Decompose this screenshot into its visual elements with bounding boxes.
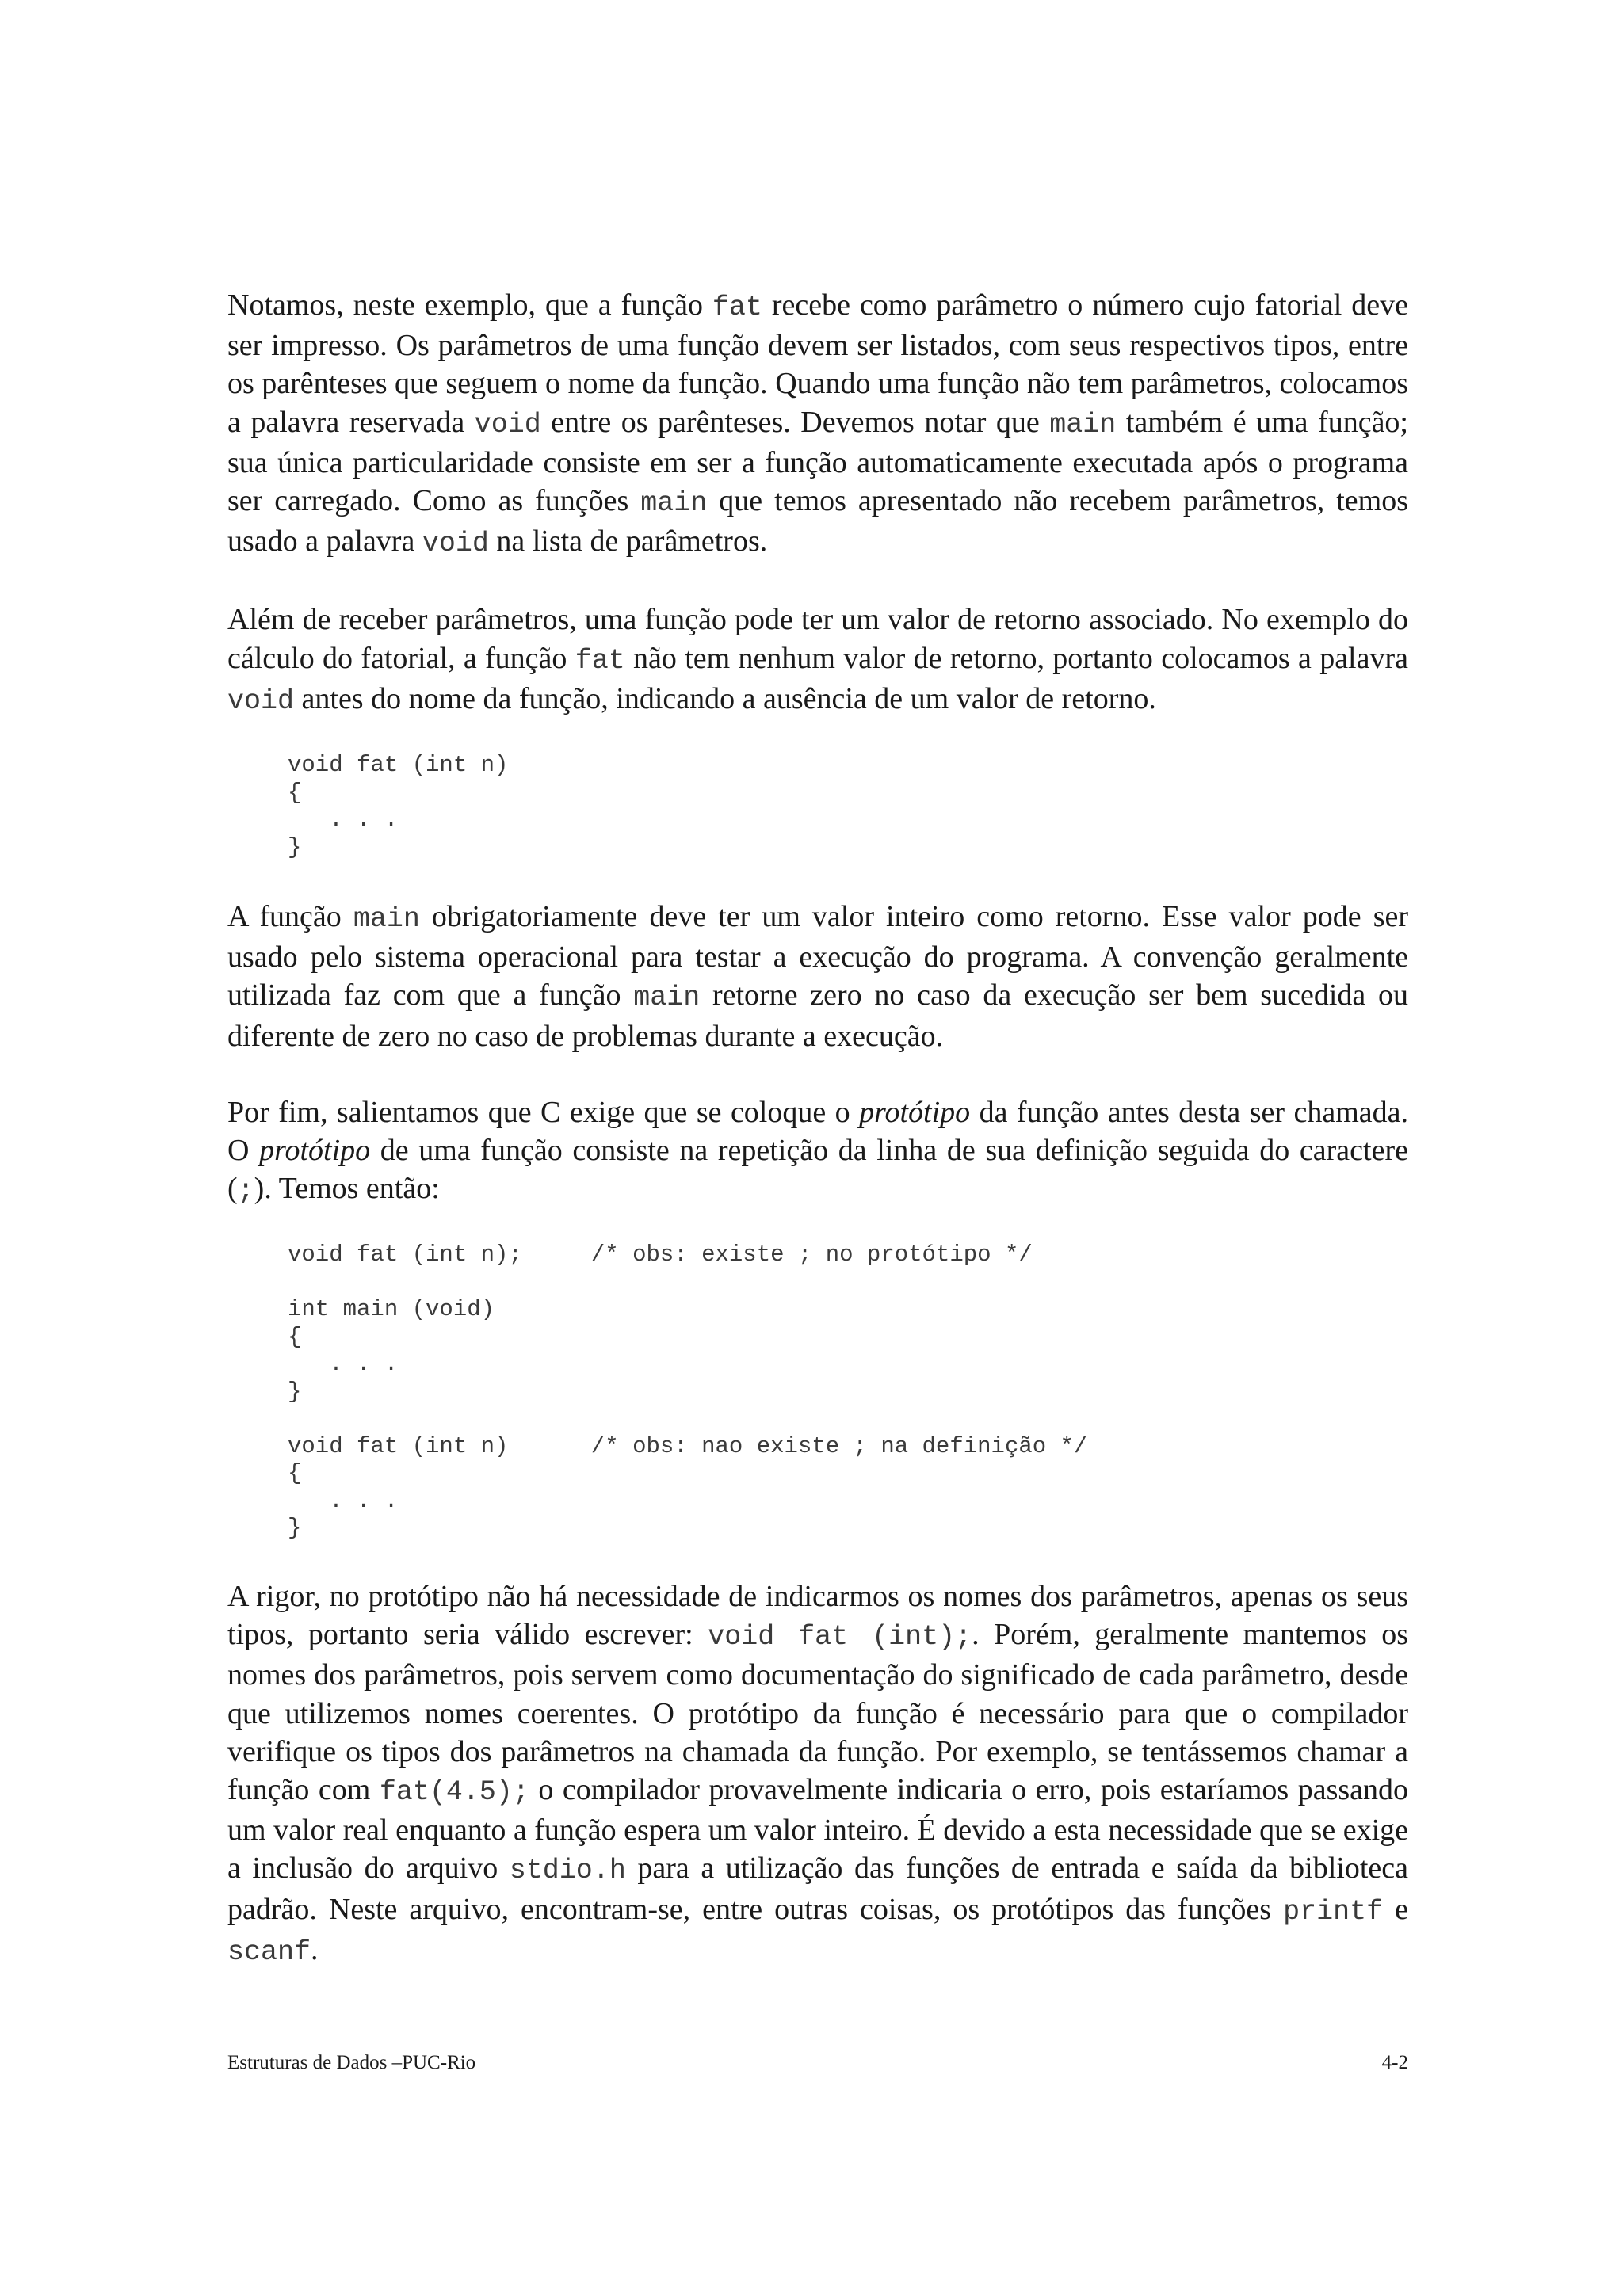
paragraph-4 [227,1093,1408,1211]
inline-code: main [640,487,708,520]
text-span: Por fim, salientamos que C exige que se coloque o [227,1095,860,1129]
text-span: A função [227,900,353,934]
inline-code: main [353,903,420,936]
text-span: entre os parênteses. Devemos notar que [540,405,1050,439]
text-span: não tem nenhum valor de retorno, portanto colocamos a palavra [624,641,1409,675]
inline-code: scanf [227,1936,311,1968]
emphasis-text: protótipo [259,1134,371,1168]
paragraph-1 [227,286,1408,563]
text-span: Notamos, neste exemplo, que a função [227,288,712,322]
code-block-1: void fat (int n) { . . . } [288,752,509,860]
text-span: que temos apresentado não recebem parâmetros, temos usado a palavra [227,484,1408,559]
inline-code: fat(4.5); [379,1775,529,1808]
inline-code: main [1049,408,1117,441]
text-span: e [1383,1892,1408,1926]
inline-code: fat [712,292,762,323]
inline-code: printf [1283,1895,1384,1928]
inline-code: void [227,685,295,717]
paragraph-gap [227,861,1408,898]
inline-code: void fat (int); [708,1621,972,1653]
paragraph-5 [227,1577,1408,1971]
text-span: . [311,1932,319,1966]
text-span: também é uma função; sua única particularidade consiste em ser a função automaticamente executada após o programa ser carregado. Como as funções [227,405,1408,518]
paragraph-gap [227,720,1408,752]
paragraph-2 [227,601,1408,720]
text-span: ). Temos então: [254,1172,440,1206]
inline-code: void [422,528,489,560]
text-span: Além de receber parâmetros, uma função pode ter um valor de retorno associado. No exemplo do cálculo do fatorial, a função [227,603,1408,675]
code-block-2: void fat (int n); /* obs: existe ; no protótipo */ int main (void) { . . . } void fat (int n) /* obs: nao existe ; na definição */ { . . . } [288,1241,1088,1542]
paragraph-gap [227,1543,1408,1577]
inline-code: ; [237,1175,254,1207]
text-span: de uma função consiste na repetição da linha de sua definição seguida do caractere ( [227,1134,1408,1206]
text-span: recebe como parâmetro o número cujo fatorial deve ser impresso. Os parâmetros de uma função devem ser listados, com seus respectivos tipos, entre os parênteses que seguem o nome da função. Quando uma função não tem parâmetros, colocamos a palavra reservada [227,288,1408,439]
page-number: 4-2 [1381,2052,1408,2073]
text-span: retorne zero no caso da execução ser bem sucedida ou diferente de zero no caso de problemas durante a execução. [227,978,1408,1053]
text-span: obrigatoriamente deve ter um valor inteiro como retorno. Esse valor pode ser usado pelo sistema operacional para testar a execução do programa. A convenção geralmente utilizada faz com que a função [227,900,1409,1013]
paragraph-gap [227,563,1408,601]
inline-code: void [474,408,541,441]
inline-code: main [633,982,701,1014]
text-span: na lista de parâmetros. [488,524,768,559]
text-span: . Porém, geralmente mantemos os nomes dos parâmetros, pois servem como documentação do significado de cada parâmetro, desde que utilizemos nomes coerentes. O protótipo da função é necessário para que o compilador verifique os tipos dos parâmetros na chamada da função. Por exemplo, se tentássemos chamar a função com [227,1618,1408,1806]
page-content [227,286,1408,1971]
paragraph-gap [227,1210,1408,1241]
text-span: para a utilização das funções de entrada e saída da biblioteca padrão. Neste arquivo, encontram-se, entre outras coisas, os protótipos das funções [227,1852,1408,1926]
inline-code: fat [575,644,625,677]
text-span: o compilador provavelmente indicaria o erro, pois estaríamos passando um valor real enquanto a função espera um valor inteiro. É devido a esta necessidade que se exige a inclusão do arquivo [227,1772,1409,1886]
emphasis-text: protótipo [859,1095,971,1129]
text-span: da função antes desta ser chamada. O [227,1095,1408,1168]
inline-code: stdio.h [509,1855,626,1887]
paragraph-3 [227,898,1408,1055]
text-span: A rigor, no protótipo não há necessidade de indicarmos os nomes dos parâmetros, apenas os seus tipos, portanto seria válido escrever: [227,1579,1408,1652]
text-span: antes do nome da função, indicando a ausência de um valor de retorno. [294,681,1156,715]
footer-title: Estruturas de Dados –PUC-Rio [227,2052,476,2073]
paragraph-gap [227,1055,1408,1093]
